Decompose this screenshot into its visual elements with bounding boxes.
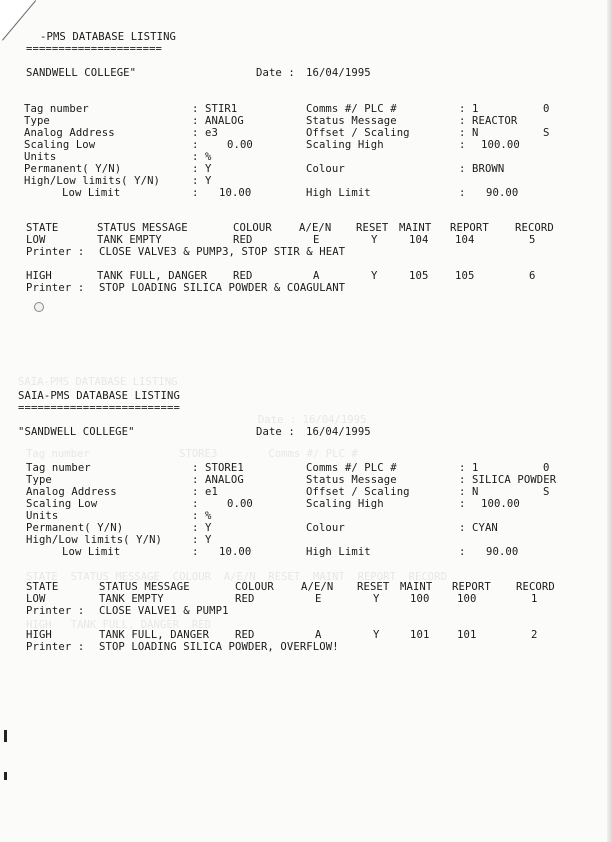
tag-number-label: Tag number (26, 462, 91, 474)
field-colon: : (192, 103, 199, 115)
printer-action: CLOSE VALVE1 & PUMP1 (99, 605, 229, 617)
show-through-text: Date : 16/04/1995 (258, 414, 367, 426)
tag-number-label: Tag number (24, 103, 89, 115)
low-limit-value: 10.00 (219, 187, 252, 199)
row-report: 101 (457, 629, 477, 641)
printer-label: Printer : (26, 641, 85, 653)
col-reset: RESET (357, 581, 390, 593)
scaling-high-label: Scaling High (306, 139, 384, 151)
printer-label: Printer : (26, 605, 85, 617)
units-value: % (205, 151, 212, 163)
comms-plc-label: Comms #/ PLC # (306, 462, 397, 474)
row-message: TANK FULL, DANGER (97, 270, 208, 282)
field-colon: : (192, 151, 199, 163)
col-aen: A/E/N (301, 581, 334, 593)
field-colon: : (192, 187, 199, 199)
permanent-label: Permanent( Y/N) (26, 522, 124, 534)
row-colour: RED (233, 234, 253, 246)
scaling-low-label: Scaling Low (24, 139, 96, 151)
field-colon: : (192, 534, 199, 546)
show-through-text: SAIA-PMS DATABASE LISTING (18, 376, 178, 388)
college-name: SANDWELL COLLEGE" (26, 67, 137, 79)
high-limit-value: 90.00 (486, 187, 519, 199)
field-colon: : (192, 498, 199, 510)
high-low-limits-value: Y (205, 175, 212, 187)
col-report: REPORT (450, 222, 489, 234)
row-state: HIGH (26, 270, 52, 282)
colour-value: CYAN (472, 522, 498, 534)
comms-value: 1 (472, 462, 479, 474)
plc-value: 0 (543, 103, 550, 115)
field-colon: : (192, 163, 199, 175)
field-colon: : (192, 139, 199, 151)
printer-action: STOP LOADING SILICA POWDER, OVERFLOW! (99, 641, 339, 653)
field-colon: : (459, 474, 466, 486)
col-maint: MAINT (400, 581, 433, 593)
row-aen: A (313, 270, 320, 282)
low-limit-value: 10.00 (219, 546, 252, 558)
type-value: ANALOG (205, 474, 244, 486)
high-low-limits-label: High/Low limits( Y/N) (24, 175, 161, 187)
field-colon: : (192, 175, 199, 187)
row-maint: 101 (410, 629, 430, 641)
row-record: 5 (529, 234, 536, 246)
analog-address-label: Analog Address (26, 486, 117, 498)
units-value: % (205, 510, 212, 522)
scaling-low-label: Scaling Low (26, 498, 98, 510)
scaling-value: S (543, 486, 550, 498)
row-message: TANK EMPTY (99, 593, 164, 605)
row-aen: E (313, 234, 320, 246)
status-message-label: Status Message (306, 474, 397, 486)
offset-value: N (472, 127, 479, 139)
col-maint: MAINT (399, 222, 432, 234)
colour-label: Colour (306, 163, 345, 175)
status-message-value: REACTOR (472, 115, 518, 127)
col-record: RECORD (515, 222, 554, 234)
row-report: 104 (455, 234, 475, 246)
page-edge (607, 0, 612, 842)
field-colon: : (192, 522, 199, 534)
col-status-message: STATUS MESSAGE (97, 222, 188, 234)
field-colon: : (459, 546, 466, 558)
field-colon: : (192, 474, 199, 486)
row-reset: Y (373, 629, 380, 641)
col-colour: COLOUR (233, 222, 272, 234)
college-name: "SANDWELL COLLEGE" (18, 426, 135, 438)
row-reset: Y (371, 234, 378, 246)
row-aen: A (315, 629, 322, 641)
field-colon: : (459, 115, 466, 127)
field-colon: : (192, 486, 199, 498)
field-colon: : (459, 139, 466, 151)
field-colon: : (459, 486, 466, 498)
date-value: 16/04/1995 (306, 67, 371, 79)
type-label: Type (26, 474, 52, 486)
row-state: LOW (26, 234, 46, 246)
title-underline: ===================== (26, 43, 163, 55)
field-colon: : (459, 163, 466, 175)
row-report: 100 (457, 593, 477, 605)
offset-value: N (472, 486, 479, 498)
scaling-high-label: Scaling High (306, 498, 384, 510)
permanent-label: Permanent( Y/N) (24, 163, 122, 175)
field-colon: : (192, 546, 199, 558)
row-message: TANK FULL, DANGER (99, 629, 210, 641)
analog-address-value: e3 (205, 127, 218, 139)
comms-plc-label: Comms #/ PLC # (306, 103, 397, 115)
analog-address-label: Analog Address (24, 127, 115, 139)
high-limit-value: 90.00 (486, 546, 519, 558)
printer-label: Printer : (26, 246, 85, 258)
col-aen: A/E/N (299, 222, 332, 234)
permanent-value: Y (205, 522, 212, 534)
field-colon: : (459, 187, 466, 199)
analog-address-value: e1 (205, 486, 218, 498)
row-record: 6 (529, 270, 536, 282)
field-colon: : (192, 127, 199, 139)
row-record: 1 (531, 593, 538, 605)
row-colour: RED (235, 629, 255, 641)
listing-title: SAIA-PMS DATABASE LISTING (18, 390, 180, 402)
date-value: 16/04/1995 (306, 426, 371, 438)
row-maint: 104 (409, 234, 429, 246)
colour-value: BROWN (472, 163, 505, 175)
col-record: RECORD (516, 581, 555, 593)
high-limit-label: High Limit (306, 187, 371, 199)
printer-action: STOP LOADING SILICA POWDER & COAGULANT (99, 282, 346, 294)
row-colour: RED (233, 270, 253, 282)
units-label: Units (24, 151, 57, 163)
type-label: Type (24, 115, 50, 127)
scaling-low-value: 0.00 (227, 498, 253, 510)
show-through-text: STATE STATUS MESSAGE COLOUR A/E/N RESET MAINT REPORT RECORD (26, 571, 447, 583)
scaling-high-value: 100.00 (481, 498, 520, 510)
row-state: LOW (26, 593, 46, 605)
col-state: STATE (26, 222, 59, 234)
field-colon: : (192, 510, 199, 522)
field-colon: : (459, 127, 466, 139)
row-reset: Y (373, 593, 380, 605)
row-maint: 100 (410, 593, 430, 605)
status-message-value: SILICA POWDER (472, 474, 557, 486)
field-colon: : (459, 498, 466, 510)
high-low-limits-value: Y (205, 534, 212, 546)
high-low-limits-label: High/Low limits( Y/N) (26, 534, 163, 546)
row-maint: 105 (409, 270, 429, 282)
printer-action: CLOSE VALVE3 & PUMP3, STOP STIR & HEAT (99, 246, 346, 258)
col-reset: RESET (356, 222, 389, 234)
row-reset: Y (371, 270, 378, 282)
col-colour: COLOUR (235, 581, 274, 593)
show-through-text: Tag number STORE3 Comms #/ PLC # (26, 448, 358, 460)
low-limit-label: Low Limit (62, 187, 121, 199)
row-colour: RED (235, 593, 255, 605)
margin-mark (4, 772, 7, 780)
col-report: REPORT (452, 581, 491, 593)
row-record: 2 (531, 629, 538, 641)
tag-number-value: STORE1 (205, 462, 244, 474)
show-through-text: HIGH TANK FULL, DANGER RED (26, 619, 211, 631)
date-label: Date : (256, 67, 295, 79)
field-colon: : (459, 522, 466, 534)
row-message: TANK EMPTY (97, 234, 162, 246)
scaling-high-value: 100.00 (481, 139, 520, 151)
margin-mark (4, 730, 7, 742)
title-underline: ========================= (18, 402, 180, 414)
field-colon: : (192, 115, 199, 127)
field-colon: : (459, 462, 466, 474)
col-status-message: STATUS MESSAGE (99, 581, 190, 593)
low-limit-label: Low Limit (62, 546, 121, 558)
tag-number-value: STIR1 (205, 103, 238, 115)
scaling-low-value: 0.00 (227, 139, 253, 151)
field-colon: : (192, 462, 199, 474)
row-aen: E (315, 593, 322, 605)
row-state: HIGH (26, 629, 52, 641)
high-limit-label: High Limit (306, 546, 371, 558)
field-colon: : (459, 103, 466, 115)
offset-scaling-label: Offset / Scaling (306, 486, 410, 498)
row-report: 105 (455, 270, 475, 282)
col-state: STATE (26, 581, 59, 593)
comms-value: 1 (472, 103, 479, 115)
units-label: Units (26, 510, 59, 522)
type-value: ANALOG (205, 115, 244, 127)
scaling-value: S (543, 127, 550, 139)
status-message-label: Status Message (306, 115, 397, 127)
punch-hole-mark (34, 302, 44, 312)
colour-label: Colour (306, 522, 345, 534)
plc-value: 0 (543, 462, 550, 474)
date-label: Date : (256, 426, 295, 438)
permanent-value: Y (205, 163, 212, 175)
listing-title: -PMS DATABASE LISTING (40, 31, 177, 43)
printer-label: Printer : (26, 282, 85, 294)
offset-scaling-label: Offset / Scaling (306, 127, 410, 139)
